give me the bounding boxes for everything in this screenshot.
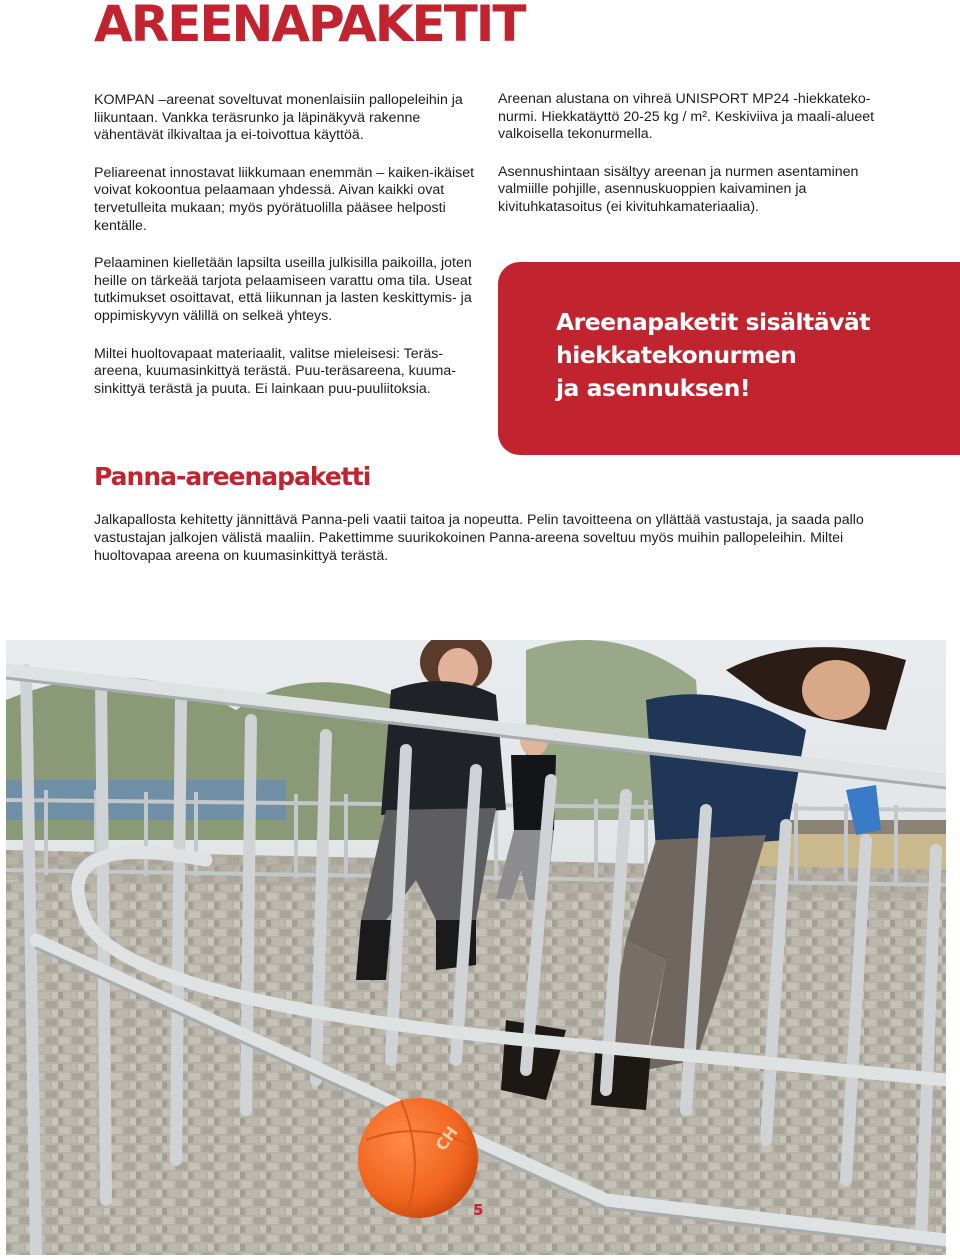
ball-label: CH [431, 1122, 462, 1155]
paragraph: KOMPAN –areenat soveltuvat monenlaisiin pallopeleihin ja liikuntaan. Vankka teräsrunko ja läpinäkyvä rakenne vähentävät ilkivaltaa ja ei-toivottua käyttöä. [94, 92, 463, 144]
right-text-column [498, 91, 893, 237]
ball [358, 1098, 478, 1218]
section-heading: Panna-areenapaketti [94, 462, 371, 491]
paragraph: Peliareenat innostavat liikkumaan enemmän – kaiken-ikäiset voivat kokoontua pelaamaan yhdessä. Aivan kaikki ovat tervetulleita mukaan; myös pyörätuolilla pääsee helposti kentälle. [94, 164, 475, 234]
section-body: Jalkapallosta kehitetty jännittävä Panna-peli vaatii taitoa ja nopeutta. Pelin tavoitteena on yllättää vastustaja, ja saada pallo vastustajan jalkojen välistä maaliin. Pakettimme suurikokoinen Panna-areena soveltuu myös muihin pallopeleihin. Miltei huoltovapaa areena on kuumasinkittyä terästä. [94, 512, 864, 564]
paragraph: Pelaaminen kielletään lapsilta useilla julkisilla paikoilla, joten heille on tärkeää tarjota pelaamiseen varattu oma tila. Useat tutkimukset osoittavat, että liikunnan ja lasten keskittymis- ja oppimiskyvyn välillä on selkeä yhteys. [94, 255, 472, 324]
paragraph: Asennushintaan sisältyy areenan ja nurmen asentaminen valmiille pohjille, asennuskuoppien kaivaminen ja kivituhkatasoitus (ei kivituhkamateriaalia). [498, 163, 859, 215]
callout-banner [498, 262, 960, 455]
callout-line: hiekkatekonurmen [556, 341, 797, 369]
arena-photo [6, 640, 946, 1255]
callout-text [556, 306, 870, 405]
callout-line: ja asennuksen! [556, 374, 751, 402]
page-title: AREENAPAKETIT [94, 0, 525, 53]
page-number: 5 [473, 1201, 484, 1219]
arena-photo-illustration [6, 640, 946, 1255]
callout-line: Areenapaketit sisältävät [556, 308, 871, 336]
left-text-column [94, 92, 479, 418]
paragraph: Areenan alustana on vihreä UNISPORT MP24 -hiekkateko-nurmi. Hiekkatäyttö 20-25 kg / m². Keskiviiva ja maali-alueet valkoisella tekonurmella. [498, 91, 875, 143]
paragraph: Miltei huoltovapaat materiaalit, valitse mieleisesi: Teräs-areena, kuumasinkittyä terästä. Puu-teräsareena, kuuma-sinkittyä terästä ja puuta. Ei lainkaan puu-puuliitoksia. [94, 345, 456, 397]
